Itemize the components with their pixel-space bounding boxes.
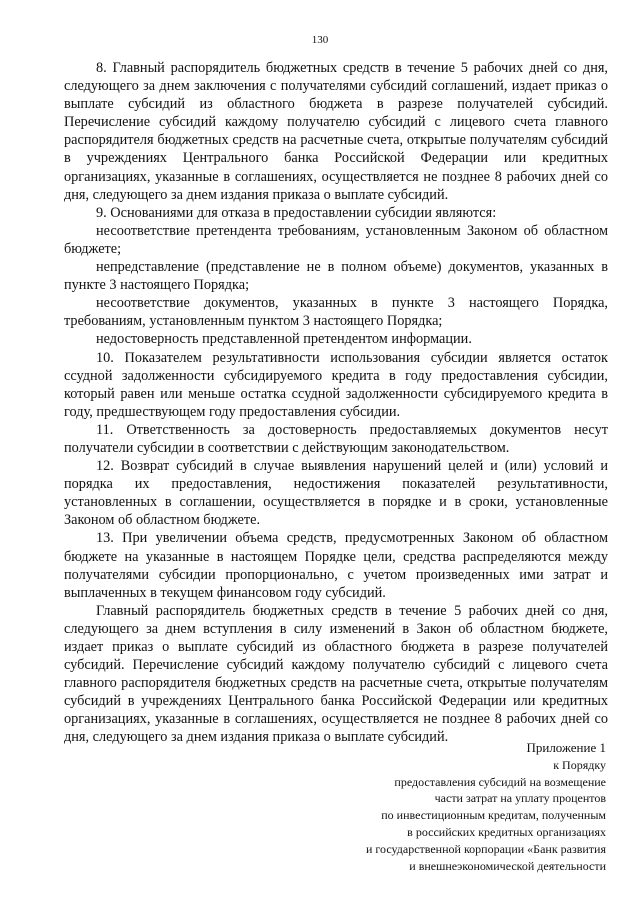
paragraph-12: 12. Возврат субсидий в случае выявления нарушений целей и (или) условий и порядка их предоставления, недостижения показателей результативности, установленных в соглашении, осуществляется в порядке и в сроки, установленные Законом об областном бюджете. [64,458,608,529]
refusal-ground-1: несоответствие претендента требованиям, установленным Законом об областном бюджете; [64,222,608,257]
paragraph-10: 10. Показателем результативности использования субсидии является остаток ссудной задолженности субсидируемого кредита в году предоставления субсидии, который равен или меньше остатка ссудной задолженности субсидируемого кредита в году, предшествующем году предоставления субсидии. [64,349,608,420]
appendix-line: части затрат на уплату процентов [434,791,606,806]
document-body [64,59,608,747]
appendix-line: к Порядку [553,757,606,772]
refusal-ground-2: непредставление (представление не в полном объеме) документов, указанных в пункте 3 настоящего Порядка; [64,259,608,294]
appendix-line: Приложение 1 [526,740,606,755]
appendix-line: в российских кредитных организациях [407,824,606,839]
appendix-line: по инвестиционным кредитам, полученным [381,808,606,823]
page-number: 130 [311,34,329,46]
paragraph-8: 8. Главный распорядитель бюджетных средств в течение 5 рабочих дней со дня, следующего за днем заключения с получателями субсидий соглашений, издает приказ о выплате субсидий из областного бюджета в разрезе получателей субсидий. Перечисление субсидий каждому получателю субсидий с лицевого счета главного распорядителя бюджетных средств на расчетные счета, открытые получателям субсидий в учреждениях Центрального банка Российской Федерации или кредитных организациях, указанные в соглашениях, осуществляется не позднее 8 рабочих дней со дня, следующего за днем издания приказа о выплате субсидий. [64,60,608,203]
paragraph-9: 9. Основаниями для отказа в предоставлении субсидии являются: [96,204,497,221]
paragraph-11: 11. Ответственность за достоверность предоставляемых документов несут получатели субсидии в соответствии с действующим законодательством. [64,421,608,456]
paragraph-13-continuation: Главный распорядитель бюджетных средств в течение 5 рабочих дней со дня, следующего за днем вступления в силу изменений в Закон об областном бюджете, издает приказ о выплате субсидий из областного бюджета в разрезе получателей субсидий. Перечисление субсидий каждому получателю субсидий с лицевого счета главного распорядителя бюджетных средств на расчетные счета, открытые получателям субсидий в учреждениях Центрального банка Российской Федерации или кредитных организациях, указанные в соглашениях, осуществляется не позднее 8 рабочих дней со дня, следующего за днем издания приказа о выплате субсидий. [64,602,608,746]
paragraph-13: 13. При увеличении объема средств, предусмотренных Законом об областном бюджете на указанные в настоящем Порядке цели, средства распределяются между получателями субсидии пропорционально, с учетом произведенных ими затрат и выплаченных в текущем финансовом году субсидий. [64,530,608,601]
appendix-line: и государственной корпорации «Банк развития [366,841,606,856]
appendix-line: предоставления субсидий на возмещение [394,774,606,789]
refusal-ground-3: несоответствие документов, указанных в пункте 3 настоящего Порядка, требованиям, установленным пунктом 3 настоящего Порядка; [64,295,608,330]
refusal-ground-4: недостоверность представленной претендентом информации. [96,331,472,348]
appendix-heading [306,740,606,874]
appendix-line: и внешнеэкономической деятельности [409,858,606,873]
